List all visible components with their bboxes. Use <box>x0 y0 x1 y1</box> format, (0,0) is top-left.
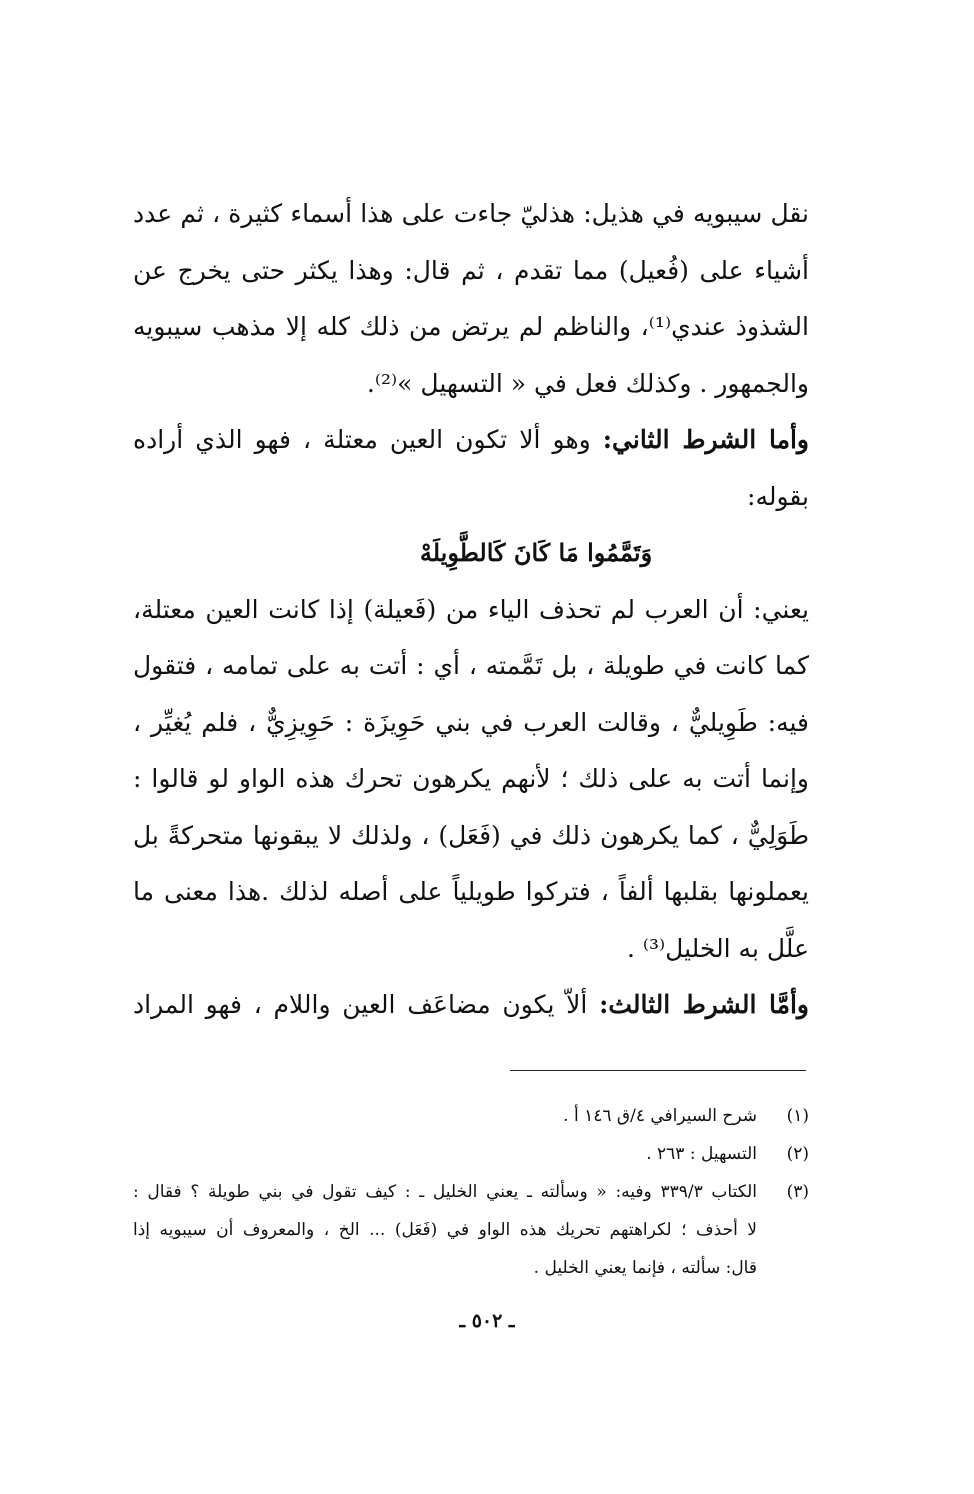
text-line: أشياء على (فُعيل) مما تقدم ، ثم قال: وهذا يكثر حتى يخرج عن <box>133 255 809 285</box>
footnote-line: لا أحذف ؛ لكراهتهم تحريك هذه الواو في (فَعَل) ... الخ ، والمعروف أن سيبويه إذا <box>133 1220 757 1240</box>
text-line: يعملونها بقلبها ألفاً ، فتركوا طويلياً على أصله لذلك .هذا معنى ما <box>133 877 809 906</box>
third-condition-line <box>133 977 809 1034</box>
footnotes <box>133 1097 809 1287</box>
footnote-2 <box>133 1135 809 1173</box>
page-number: ـ ٥٠٢ ـ <box>459 1310 515 1332</box>
text-line: نقل سيبويه في هذيل: هذليّ جاءت على هذا أسماء كثيرة ، ثم عدد <box>133 199 809 228</box>
main-text <box>133 186 809 1034</box>
footnote-text: التسهيل : ٢٦٣ . <box>646 1144 757 1164</box>
text-line: والجمهور . وكذلك فعل في « التسهيل »⁽²⁾. <box>366 368 809 398</box>
footnote-number: (٣) <box>786 1182 809 1202</box>
footnote-line: الكتاب ٣٣٩/٣ وفيه: « وسألته ـ يعني الخليل ـ : كيف تقول في بني طويلة ؟ فقال : <box>133 1182 758 1202</box>
second-condition-heading: وأما الشرط الثاني: <box>602 425 809 454</box>
text-line: علَّل به الخليل⁽³⁾ . <box>626 933 809 963</box>
footnote-number: (٢) <box>786 1144 809 1164</box>
text-line: طَوَلِيٌّ ، كما يكرهون ذلك في (فَعَل) ، ولذلك لا يبقونها متحركةً بل <box>133 820 809 850</box>
third-condition-heading: وأمَّا الشرط الثالث: <box>599 990 809 1019</box>
footnote-line: قال: سألته ، فإنما يعني الخليل . <box>533 1258 757 1278</box>
text-line: وإنما أتت به على ذلك ؛ لأنهم يكرهون تحرك هذه الواو لو قالوا : <box>133 764 809 793</box>
second-condition-line <box>133 412 809 469</box>
second-condition-text: وهو ألا تكون العين معتلة ، فهو الذي أراده <box>133 425 603 454</box>
third-condition-text: ألاّ يكون مضاعَف العين واللام ، فهو المراد <box>133 990 600 1019</box>
verse-line: وَتَمَّمُوا مَا كَانَ كَالطَّوِيلَهْ <box>419 538 653 567</box>
text-line: كما كانت في طويلة ، بل تَمَّمته ، أي : أتت به على تمامه ، فتقول <box>133 651 809 680</box>
text-line: بقوله: <box>747 481 809 511</box>
text-line: الشذوذ عندي⁽¹⁾، والناظم لم يرتض من ذلك كله إلا مذهب سيبويه <box>133 312 809 341</box>
footnote-number: (١) <box>786 1106 809 1126</box>
footnote-text: شرح السيرافي ٤/ق ١٤٦ أ . <box>563 1106 757 1126</box>
footnote-1 <box>133 1097 809 1135</box>
footnote-separator <box>510 1070 806 1071</box>
text-line: فيه: طَوِيليٌّ ، وقالت العرب في بني حَوِيزَة : حَوِيزِيٌّ ، فلم يُغيِّر ، <box>133 707 809 737</box>
footnote-3 <box>133 1173 809 1211</box>
footnote-text <box>133 1173 757 1211</box>
text-line: يعني: أن العرب لم تحذف الياء من (فَعيلة) إذا كانت العين معتلة، <box>133 594 809 624</box>
